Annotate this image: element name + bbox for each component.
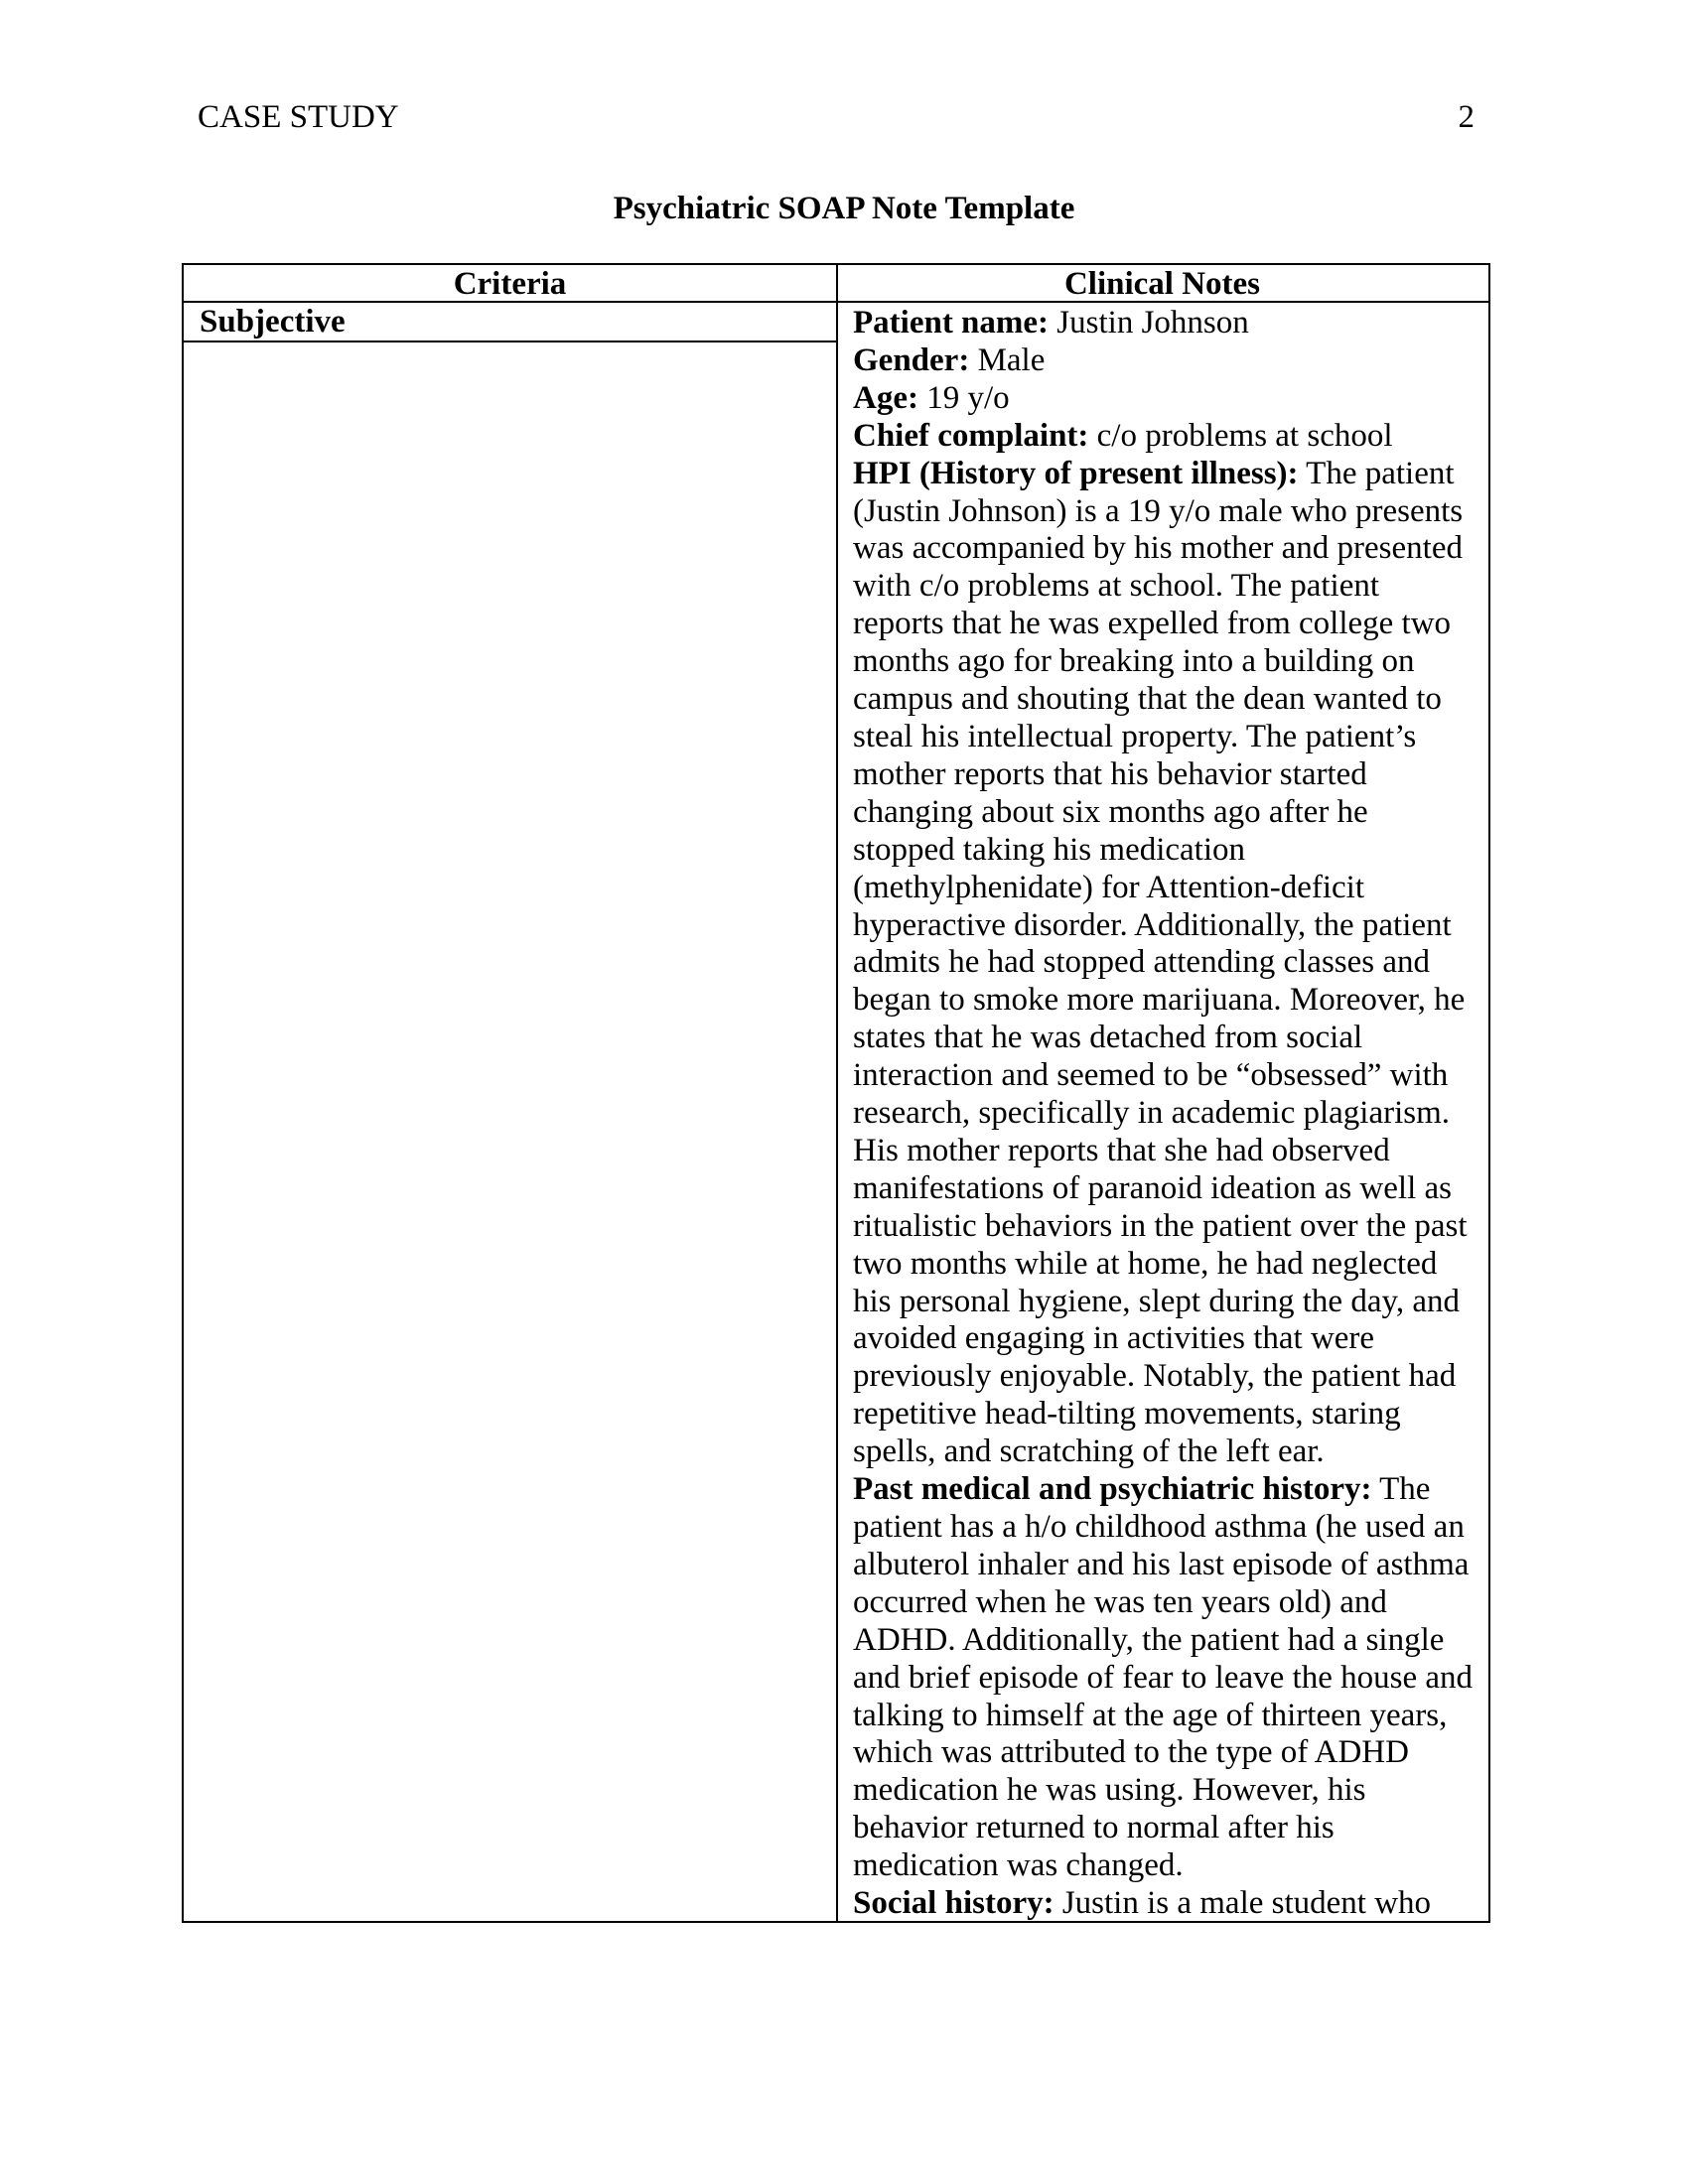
note-text: hyperactive disorder. Additionally, the patient <box>853 906 1452 943</box>
note-text: ritualistic behaviors in the patient over the past <box>853 1207 1468 1244</box>
note-text: talking to himself at the age of thirteen years, <box>853 1697 1448 1733</box>
note-label: HPI (History of present illness): <box>853 455 1299 491</box>
note-text: avoided engaging in activities that were <box>853 1320 1375 1357</box>
note-line <box>853 982 1473 1020</box>
page-number: 2 <box>1458 99 1475 135</box>
note-text: changing about six months ago after he <box>853 793 1368 830</box>
note-line <box>853 1547 1473 1584</box>
note-text: his personal hygiene, slept during the day, and <box>853 1283 1460 1319</box>
note-line <box>853 1284 1473 1321</box>
note-line <box>853 1170 1473 1208</box>
note-text: with c/o problems at school. The patient <box>853 568 1380 605</box>
note-line <box>853 342 1473 380</box>
note-text: mother reports that his behavior started <box>853 755 1367 792</box>
document-title: Psychiatric SOAP Note Template <box>613 191 1075 226</box>
note-label: Patient name: <box>853 305 1050 341</box>
note-text: spells, and scratching of the left ear. <box>853 1433 1325 1470</box>
note-label: Social history: <box>853 1885 1055 1922</box>
note-text: reports that he was expelled from college two <box>853 606 1452 642</box>
note-text: research, specifically in academic plagiarism. <box>853 1095 1451 1132</box>
soap-table <box>182 263 1490 1923</box>
note-text: months ago for breaking into a building on <box>853 643 1415 680</box>
note-text: two months while at home, he had neglected <box>853 1245 1438 1282</box>
note-text: repetitive head-tilting movements, staring <box>853 1396 1401 1433</box>
note-text: was accompanied by his mother and presented <box>853 530 1463 567</box>
note-text: medication was changed. <box>853 1847 1184 1884</box>
note-line <box>853 493 1473 531</box>
note-text: which was attributed to the type of ADHD <box>853 1734 1409 1771</box>
note-text: campus and shouting that the dean wanted to <box>853 681 1442 718</box>
note-line <box>853 1509 1473 1547</box>
running-head: CASE STUDY <box>198 99 399 135</box>
note-line <box>853 1471 1473 1509</box>
row-label-subjective: Subjective <box>200 304 346 340</box>
note-line <box>853 1358 1473 1396</box>
column-divider <box>836 265 838 1921</box>
note-text: The patient <box>1298 455 1455 491</box>
note-line <box>853 1433 1473 1471</box>
note-text: 19 y/o <box>917 379 1010 416</box>
note-text: (methylphenidate) for Attention-deficit <box>853 869 1364 905</box>
column-header-clinical-notes: Clinical Notes <box>836 265 1488 303</box>
note-line <box>853 643 1473 681</box>
note-line <box>853 1584 1473 1622</box>
note-text: steal his intellectual property. The patient’s <box>853 718 1417 754</box>
note-text: Justin is a male student who <box>1054 1885 1432 1922</box>
note-line <box>853 1246 1473 1284</box>
note-line <box>853 1772 1473 1810</box>
note-line <box>853 794 1473 832</box>
note-line <box>853 756 1473 794</box>
note-text: c/o problems at school <box>1088 417 1393 454</box>
note-line <box>853 1396 1473 1433</box>
note-text: states that he was detached from social <box>853 1020 1363 1056</box>
note-line <box>853 305 1473 342</box>
note-line <box>853 1698 1473 1735</box>
note-text: Justin Johnson <box>1049 305 1249 341</box>
note-line <box>853 456 1473 493</box>
note-text: (Justin Johnson) is a 19 y/o male who presents <box>853 492 1464 529</box>
note-text: admits he had stopped attending classes and <box>853 944 1431 981</box>
note-line <box>853 568 1473 606</box>
note-label: Past medical and psychiatric history: <box>853 1471 1372 1508</box>
note-label: Chief complaint: <box>853 417 1089 454</box>
note-line <box>853 1622 1473 1660</box>
note-text: behavior returned to normal after his <box>853 1810 1335 1846</box>
note-line <box>853 681 1473 719</box>
note-line <box>853 1057 1473 1095</box>
note-line <box>853 1660 1473 1698</box>
note-text: manifestations of paranoid ideation as well as <box>853 1169 1452 1206</box>
note-text: The <box>1371 1471 1431 1508</box>
note-text: interaction and seemed to be “obsessed” with <box>853 1057 1449 1094</box>
note-line <box>853 944 1473 982</box>
note-label: Age: <box>853 379 918 416</box>
note-line <box>853 1847 1473 1885</box>
note-text: stopped taking his medication <box>853 831 1246 868</box>
note-line <box>853 1734 1473 1772</box>
note-text: medication he was using. However, his <box>853 1772 1366 1809</box>
note-line <box>853 907 1473 945</box>
note-text: ADHD. Additionally, the patient had a single <box>853 1621 1445 1658</box>
note-text: and brief episode of fear to leave the house and <box>853 1659 1473 1696</box>
note-line <box>853 1133 1473 1170</box>
note-line <box>853 870 1473 907</box>
note-line <box>853 1885 1473 1923</box>
note-text: albuterol inhaler and his last episode of asthma <box>853 1546 1470 1582</box>
note-text: patient has a h/o childhood asthma (he used an <box>853 1509 1465 1545</box>
note-text: began to smoke more marijuana. Moreover, he <box>853 982 1466 1019</box>
note-text: occurred when he was ten years old) and <box>853 1583 1387 1620</box>
column-header-criteria: Criteria <box>184 265 836 303</box>
note-line <box>853 1020 1473 1057</box>
note-text: His mother reports that she had observed <box>853 1132 1390 1168</box>
note-line <box>853 606 1473 643</box>
note-line <box>853 380 1473 418</box>
note-line <box>853 418 1473 456</box>
note-line <box>853 1208 1473 1246</box>
note-line <box>853 1320 1473 1358</box>
note-text: previously enjoyable. Notably, the patient had <box>853 1358 1457 1395</box>
note-label: Gender: <box>853 341 970 378</box>
note-line <box>853 530 1473 568</box>
note-text: Male <box>969 341 1046 378</box>
note-line <box>853 1810 1473 1847</box>
row-divider <box>184 341 836 342</box>
note-line <box>853 832 1473 870</box>
note-line <box>853 719 1473 756</box>
note-line <box>853 1095 1473 1133</box>
clinical-notes <box>853 305 1473 1923</box>
